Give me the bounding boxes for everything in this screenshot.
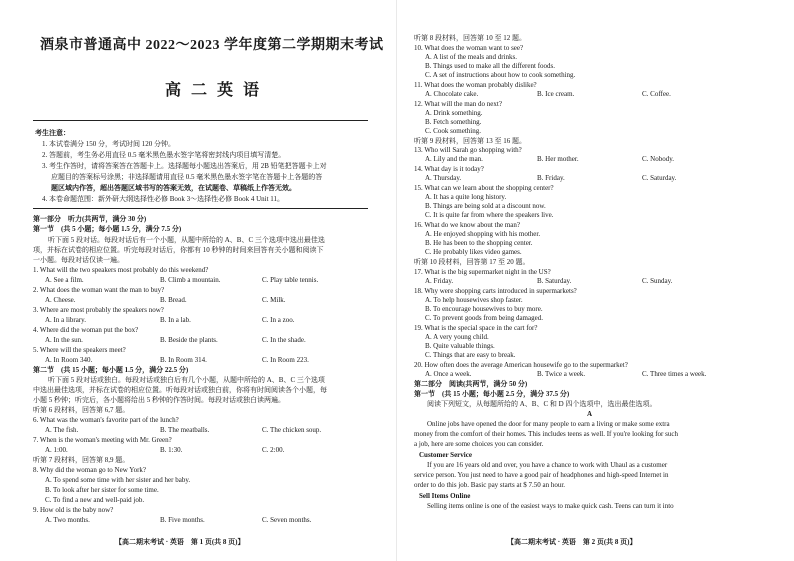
option-c: C. Seven months.	[262, 516, 312, 524]
question-stem: 6. What was the woman's favorite part of the lunch?	[33, 416, 179, 424]
option-a: A. Cheese.	[45, 296, 76, 304]
material-label: 听第 6 段材料，回答第 6,7 题。	[33, 406, 130, 414]
option-b: B. Saturday.	[537, 277, 572, 285]
option-a: A. Once a week.	[425, 370, 472, 378]
passage-line: a job, here are some choices you can consider.	[414, 440, 544, 448]
passage-label: A	[587, 410, 593, 418]
option-a: A. Drink something.	[425, 109, 483, 117]
option-c: C. 2:00.	[262, 446, 285, 454]
option-b: B. In Room 314.	[160, 356, 207, 364]
option-b: B. Her mother.	[537, 155, 579, 163]
option-a: A. Friday.	[425, 277, 454, 285]
option-b: B. Beside the plants.	[160, 336, 218, 344]
option-c: C. A set of instructions about how to cook something.	[425, 71, 576, 79]
section1-heading: 第一节 (共 5 小题；每小题 1.5 分，满分 7.5 分)	[33, 225, 182, 233]
option-b: B. Quite valuable things.	[425, 342, 495, 350]
question-stem: 1. What will the two speakers most probably do this weekend?	[33, 266, 209, 274]
question-stem: 8. Why did the woman go to New York?	[33, 466, 147, 474]
option-b: B. Ice cream.	[537, 90, 575, 98]
notice-title: 考生注意：	[35, 129, 70, 137]
option-a: A. It has a quite long history.	[425, 193, 507, 201]
option-a: A. In the sun.	[45, 336, 83, 344]
passage-line: service person. You just need to have a good pair of headphones and high-speed Internet in	[414, 471, 669, 479]
option-c: C. Play table tennis.	[262, 276, 319, 284]
instruction-line: 阅读下列短文，从每题所给的 A、B、C 和 D 四个选项中，选出最佳选项。	[427, 400, 657, 408]
option-a: A. Lily and the man.	[425, 155, 483, 163]
passage-line: money from the comfort of their homes. This includes teens as well. If you're looking for such	[414, 430, 678, 438]
notice-item: 1. 本试卷满分 150 分，考试时间 120 分钟。	[42, 140, 175, 148]
option-c: C. To find a new and well-paid job.	[45, 496, 145, 504]
question-stem: 11. What does the woman probably dislike?	[414, 81, 537, 89]
question-stem: 19. What is the special space in the cart for?	[414, 324, 538, 332]
section2-heading: 第二节 (共 15 小题；每小题 1.5 分，满分 22.5 分)	[33, 366, 189, 374]
material-label: 听第 10 段材料，回答第 17 至 20 题。	[414, 258, 530, 266]
material-label: 听第 8 段材料，回答第 10 至 12 题。	[414, 34, 526, 42]
option-c: C. In a zoo.	[262, 316, 295, 324]
option-a: A. Thursday.	[425, 174, 462, 182]
page-footer: 【高二期末考试 · 英语 第 1 页(共 8 页)】	[115, 538, 245, 546]
option-b: B. To encourage housewives to buy more.	[425, 305, 543, 313]
question-stem: 13. Who will Sarah go shopping with?	[414, 146, 522, 154]
notice-item: 应题目的答案标号涂黑；非选择题请用直径 0.5 毫米黑色墨水签字笔在答题卡上各题的答	[51, 173, 323, 181]
question-stem: 17. What is the big supermarket night in the US?	[414, 268, 551, 276]
option-c: C. He probably likes video games.	[425, 248, 522, 256]
question-stem: 12. What will the man do next?	[414, 100, 502, 108]
part1-heading: 第一部分 听力(共两节，满分 30 分)	[33, 215, 147, 223]
instruction-line: 项，并标在试卷的相应位置。听完每段对话后，你都有 10 秒钟的时间来回答有关小题和阅读下	[33, 246, 324, 254]
notice-item: 3. 考生作答时，请将答案答在答题卡上。选择题每小题选出答案后，用 2B 铅笔把答题卡上对	[42, 162, 327, 170]
option-c: C. Cook something.	[425, 127, 482, 135]
option-c: C. Sunday.	[642, 277, 673, 285]
option-b: B. Fetch something.	[425, 118, 482, 126]
instruction-line: 听下面 5 段对话。每段对话后有一个小题，从题中所给的 A、B、C 三个选项中选出最佳选	[48, 236, 325, 244]
option-c: C. Things that are easy to break.	[425, 351, 516, 359]
question-stem: 16. What do we know about the man?	[414, 221, 521, 229]
option-a: A. Two months.	[45, 516, 90, 524]
option-b: B. In a lab.	[160, 316, 191, 324]
option-a: A. In Room 340.	[45, 356, 93, 364]
material-label: 听第 7 段材料，回答第 8,9 题。	[33, 456, 130, 464]
instruction-line: 小题 5 秒钟；听完后，各小题将给出 5 秒钟的作答时间。每段对话或独白读两遍。	[33, 396, 285, 404]
option-b: B. Things are being sold at a discount now.	[425, 202, 546, 210]
option-b: B. The meatballs.	[160, 426, 210, 434]
option-b: B. Five months.	[160, 516, 205, 524]
option-a: A. He enjoyed shopping with his mother.	[425, 230, 541, 238]
option-a: A. A list of the meals and drinks.	[425, 53, 517, 61]
option-c: C. The chicken soup.	[262, 426, 322, 434]
option-c: C. Milk.	[262, 296, 286, 304]
part2-heading: 第二部分 阅读(共两节，满分 50 分)	[414, 380, 528, 388]
question-stem: 2. What does the woman want the man to buy?	[33, 286, 165, 294]
passage-line: Online jobs have opened the door for many people to earn a living or make some extra	[427, 420, 670, 428]
material-label: 听第 9 段材料，回答第 13 至 16 题。	[414, 137, 526, 145]
question-stem: 15. What can we learn about the shopping center?	[414, 184, 554, 192]
question-stem: 20. How often does the average American housewife go to the supermarket?	[414, 361, 628, 369]
option-b: B. Things used to make all the different foods.	[425, 62, 555, 70]
question-stem: 7. When is the woman's meeting with Mr. Green?	[33, 436, 172, 444]
question-stem: 5. Where will the speakers meet?	[33, 346, 126, 354]
notice-item: 2. 答题前，考生务必用直径 0.5 毫米黑色墨水签字笔将密封线内项目填写清楚。	[42, 151, 286, 159]
option-b: B. Bread.	[160, 296, 187, 304]
option-b: B. 1:30.	[160, 446, 183, 454]
question-stem: 3. Where are most probably the speakers now?	[33, 306, 164, 314]
option-c: C. Saturday.	[642, 174, 677, 182]
notice-item: 题区域内作答，超出答题区域书写的答案无效，在试题卷、草稿纸上作答无效。	[51, 184, 296, 192]
option-b: B. He has been to the shopping center.	[425, 239, 533, 247]
question-stem: 4. Where did the woman put the box?	[33, 326, 139, 334]
option-b: B. Twice a week.	[537, 370, 586, 378]
instruction-line: 听下面 5 段对话或独白。每段对话或独白后有几个小题，从题中所给的 A、B、C 三个选项	[48, 376, 325, 384]
section1-heading: 第一节 (共 15 小题；每小题 2.5 分，满分 37.5 分)	[414, 390, 570, 398]
question-stem: 18. Why were shopping carts introduced in supermarkets?	[414, 287, 577, 295]
page-2	[397, 0, 794, 561]
exam-title: 酒泉市普通高中 2022～2023 学年度第二学期期末考试	[40, 38, 384, 53]
option-c: C. Three times a week.	[642, 370, 707, 378]
option-c: C. In Room 223.	[262, 356, 309, 364]
question-stem: 14. What day is it today?	[414, 165, 484, 173]
passage-line: If you are 16 years old and over, you have a chance to work with Uhaul as a customer	[427, 461, 668, 469]
instruction-line: 中选出最佳选项，并标在试卷的相应位置。听每段对话或独白前，你将有时间阅读各个小题，每	[33, 386, 327, 394]
passage-line: Selling items online is one of the easiest ways to make quick cash. Teens can turn it into	[427, 502, 674, 510]
option-a: A. See a film.	[45, 276, 84, 284]
notice-item: 4. 本卷命题范围：新外研大纲选择性必修 Book 3～选择性必修 Book 4 Unit 11。	[42, 195, 285, 203]
option-c: C. Coffee.	[642, 90, 671, 98]
option-c: C. It is quite far from where the speakers live.	[425, 211, 554, 219]
option-a: A. Chocolate cake.	[425, 90, 479, 98]
passage-subheading: Customer Service	[419, 451, 472, 459]
question-stem: 10. What does the woman want to see?	[414, 44, 524, 52]
option-c: C. In the shade.	[262, 336, 306, 344]
passage-line: order to do this job. Basic pay starts at $ 7.50 an hour.	[414, 481, 566, 489]
title-rule	[33, 120, 368, 121]
option-c: C. To prevent goods from being damaged.	[425, 314, 543, 322]
option-a: A. To spend some time with her sister and her baby.	[45, 476, 191, 484]
subject-title: 高二英语	[165, 82, 270, 99]
option-a: A. To help housewives shop faster.	[425, 296, 523, 304]
option-a: A. The fish.	[45, 426, 79, 434]
option-b: B. Friday.	[537, 174, 565, 182]
option-a: A. 1:00.	[45, 446, 68, 454]
option-c: C. Nobody.	[642, 155, 675, 163]
option-a: A. In a library.	[45, 316, 86, 324]
page-footer: 【高二期末考试 · 英语 第 2 页(共 8 页)】	[507, 538, 637, 546]
option-b: B. To look after her sister for some time.	[45, 486, 159, 494]
passage-subheading: Sell Items Online	[419, 492, 471, 500]
notice-rule	[33, 208, 368, 209]
option-a: A. A very young child.	[425, 333, 489, 341]
question-stem: 9. How old is the baby now?	[33, 506, 114, 514]
option-b: B. Climb a mountain.	[160, 276, 221, 284]
instruction-line: 一小题。每段对话仅读一遍。	[33, 256, 124, 264]
